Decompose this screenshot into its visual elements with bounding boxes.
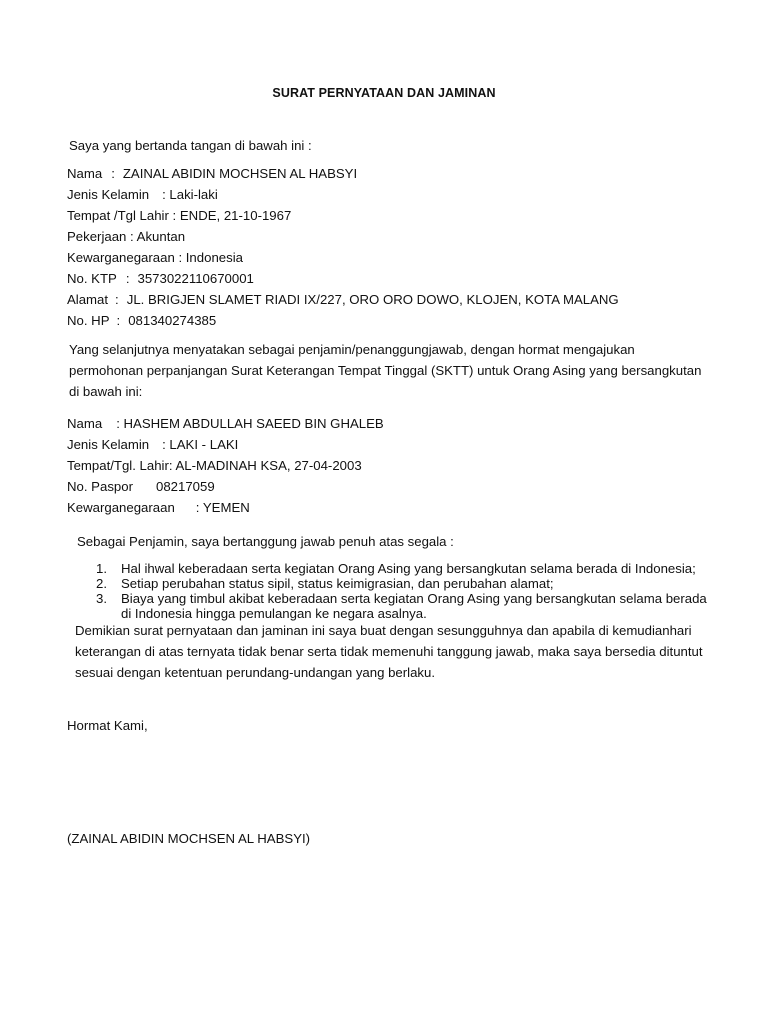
foreigner-passport-row <box>67 479 215 495</box>
guarantor-ktp-label: No. KTP <box>67 271 117 286</box>
guarantor-phone-row <box>67 313 216 329</box>
foreigner-citizenship-row <box>67 500 250 516</box>
guarantor-phone-sep: : <box>116 313 121 328</box>
foreigner-passport-label: No. Paspor <box>67 479 133 494</box>
foreigner-gender-value: : LAKI - LAKI <box>162 437 239 452</box>
guarantor-address-value: JL. BRIGJEN SLAMET RIADI IX/227, ORO ORO DOWO, KLOJEN, KOTA MALANG <box>126 292 619 307</box>
guarantor-birth-row: Tempat /Tgl Lahir : ENDE, 21-10-1967 <box>67 208 292 223</box>
guarantor-citizenship-row: Kewarganegaraan : Indonesia <box>67 250 243 265</box>
closing-line: keterangan di atas ternyata tidak benar serta tidak memenuhi tanggung jawab, maka saya bersedia dituntut <box>75 644 703 659</box>
foreigner-birth-row: Tempat/Tgl. Lahir: AL-MADINAH KSA, 27-04-2003 <box>67 458 362 473</box>
guarantor-name-value: ZAINAL ABIDIN MOCHSEN AL HABSYI <box>122 166 358 181</box>
list-item <box>96 591 707 621</box>
guarantor-address-sep: : <box>115 292 119 307</box>
foreigner-passport-value: 08217059 <box>155 479 215 494</box>
list-item-number: 3. <box>96 591 107 606</box>
closing-line: sesuai dengan ketentuan perundang-undangan yang berlaku. <box>75 665 436 680</box>
list-item-text: Setiap perubahan status sipil, status keimigrasian, dan perubahan alamat; <box>121 576 554 591</box>
foreigner-name-row <box>67 416 384 432</box>
guarantor-gender-label: Jenis Kelamin <box>67 187 150 202</box>
intro-text: Saya yang bertanda tangan di bawah ini : <box>69 138 312 153</box>
statement-paragraph <box>69 339 701 402</box>
signature-name: (ZAINAL ABIDIN MOCHSEN AL HABSYI) <box>67 831 311 846</box>
statement-line: permohonan perpanjangan Surat Keterangan Tempat Tinggal (SKTT) untuk Orang Asing yang bersangkutan <box>69 363 702 378</box>
guarantor-address-label: Alamat <box>67 292 109 307</box>
list-item-text: Hal ihwal keberadaan serta kegiatan Orang Asing yang bersangkutan selama berada di Indonesia; <box>121 561 696 576</box>
guarantor-name-row <box>67 166 357 182</box>
responsibility-intro: Sebagai Penjamin, saya bertanggung jawab penuh atas segala : <box>77 534 454 549</box>
guarantor-ktp-row <box>67 271 254 287</box>
responsibility-list <box>96 561 707 621</box>
foreigner-citizenship-label: Kewarganegaraan <box>67 500 175 515</box>
guarantor-address-row <box>67 292 619 308</box>
list-item-text-continued: di Indonesia hingga pemulangan ke negara asalnya. <box>121 606 427 621</box>
guarantor-gender-value: : Laki-laki <box>162 187 218 202</box>
list-item-number: 1. <box>96 561 107 576</box>
closing-line: Demikian surat pernyataan dan jaminan ini saya buat dengan sesungguhnya dan apabila di kemudianhari <box>75 623 692 638</box>
guarantor-ktp-sep: : <box>125 271 130 286</box>
guarantor-phone-label: No. HP <box>67 313 110 328</box>
guarantor-phone-value: 081340274385 <box>128 313 217 328</box>
statement-line: Yang selanjutnya menyatakan sebagai penjamin/penanggungjawab, dengan hormat mengajukan <box>69 342 635 357</box>
list-item <box>96 576 707 591</box>
foreigner-name-label: Nama <box>67 416 103 431</box>
guarantor-gender-row <box>67 187 218 203</box>
guarantor-name-label: Nama <box>67 166 103 181</box>
foreigner-gender-row <box>67 437 238 453</box>
salutation: Hormat Kami, <box>67 718 148 733</box>
foreigner-name-value: : HASHEM ABDULLAH SAEED BIN GHALEB <box>116 416 384 431</box>
document-title: SURAT PERNYATAAN DAN JAMINAN <box>272 86 496 100</box>
list-item <box>96 561 707 576</box>
foreigner-citizenship-value: : YEMEN <box>195 500 250 515</box>
guarantor-occupation-row: Pekerjaan : Akuntan <box>67 229 186 244</box>
closing-paragraph <box>75 620 703 683</box>
foreigner-gender-label: Jenis Kelamin <box>67 437 150 452</box>
guarantor-name-sep: : <box>111 166 115 181</box>
list-item-number: 2. <box>96 576 107 591</box>
list-item-text: Biaya yang timbul akibat keberadaan serta kegiatan Orang Asing yang bersangkutan selama berada <box>121 591 707 606</box>
statement-line: di bawah ini: <box>69 384 143 399</box>
guarantor-ktp-value: 3573022110670001 <box>137 271 254 286</box>
